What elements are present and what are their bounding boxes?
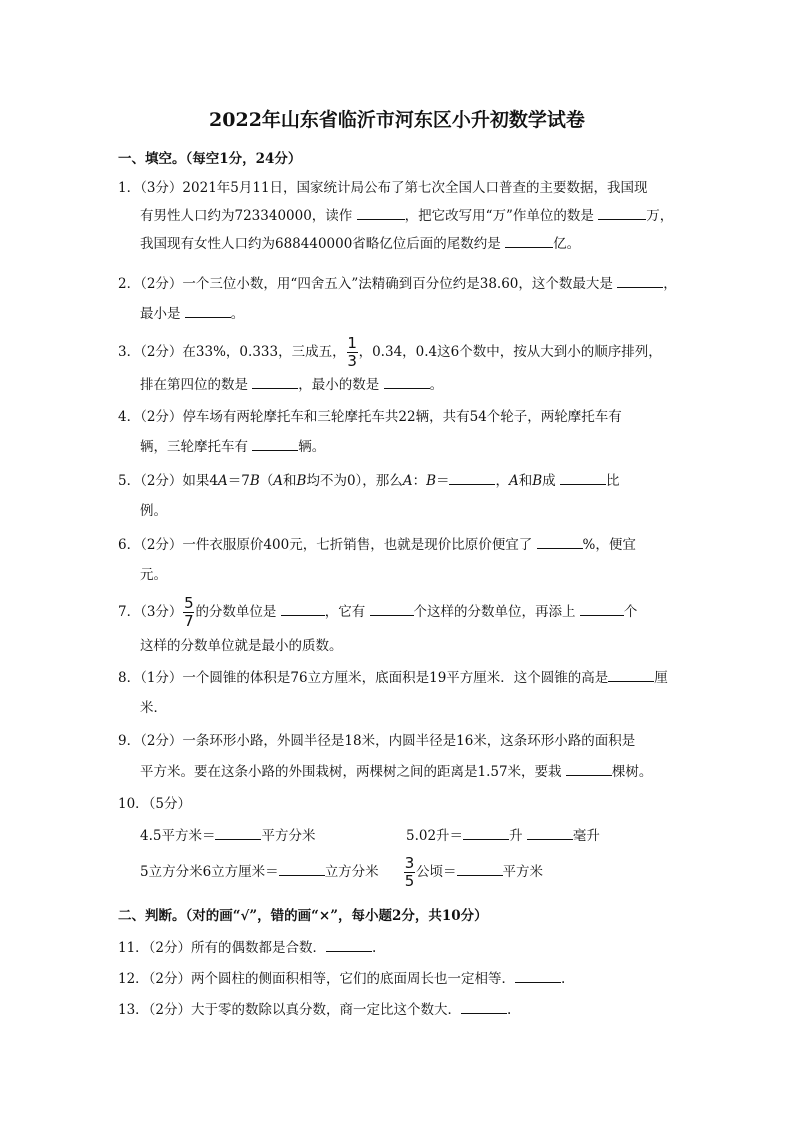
question-6-blank-1[interactable] (537, 535, 583, 549)
var-b: B (532, 473, 543, 489)
question-4-blank-1[interactable] (252, 437, 298, 451)
question-10-blank-3[interactable] (527, 826, 573, 840)
question-10-text-e: 毫升 (572, 828, 600, 844)
question-11-text: 11．（2分）所有的偶数都是合数． (118, 940, 327, 956)
question-5-line-1 (118, 469, 619, 489)
question-6-text-b: %，便宜 (582, 537, 636, 553)
question-1-blank-3[interactable] (505, 234, 553, 248)
question-10-text-g: 立方分米 (324, 864, 379, 880)
question-4-text-b: 辆。 (298, 439, 326, 455)
fraction-three-fifths (404, 856, 415, 889)
var-b: B (249, 473, 260, 489)
question-5-text-k: 比 (605, 473, 620, 489)
question-10-text-f: 5立方分米6立方厘米＝ (140, 864, 279, 880)
var-a: A (273, 473, 284, 489)
question-10-text-d: 升 (509, 828, 523, 844)
question-3-text-e: 。 (429, 377, 444, 393)
question-2-text-d: 。 (230, 306, 245, 322)
question-6-line-2: 元。 (140, 567, 167, 583)
question-5-text-c: （ (259, 473, 274, 489)
question-3-blank-1[interactable] (252, 375, 298, 389)
question-1-text-d: 我国现有女性人口约为688440000省略亿位后面的尾数约是 (140, 236, 501, 252)
question-4-line-2 (140, 435, 325, 455)
fraction-one-third (347, 336, 358, 369)
question-5-text-d: 和 (283, 473, 297, 489)
question-11-blank[interactable] (326, 938, 372, 952)
question-5-text-b: ＝7 (227, 473, 250, 489)
question-11-period: . (372, 940, 377, 956)
question-1-blank-1[interactable] (357, 206, 405, 220)
question-10-blank-5[interactable] (457, 862, 503, 876)
fraction-numerator: 3 (404, 854, 415, 872)
fraction-numerator: 1 (347, 334, 357, 352)
question-3-text-a: 3．（2分）在33%，0.333，三成五， (118, 344, 346, 360)
question-8-text-a: 8．（1分）一个圆锥的体积是76立方厘米，底面积是19平方厘米．这个圆锥的高是 (118, 670, 609, 686)
question-13-period: . (507, 1002, 512, 1018)
question-7-text-c: ，它有 (324, 604, 366, 620)
question-5-text-h: ， (495, 473, 509, 489)
question-1-text-e: 亿。 (553, 236, 581, 252)
question-8-text-b: 厘 (654, 670, 668, 686)
question-1-text-b: ，把它改写用“万”作单位的数是 (404, 208, 594, 224)
question-3-text-b: ，0.34，0.4这6个数中，按从大到小的顺序排列， (358, 344, 662, 360)
question-7-text-b: 的分数单位是 (195, 604, 277, 620)
question-8-line-2: 米． (140, 700, 167, 716)
question-7-text-d: 个这样的分数单位，再添上 (413, 604, 576, 620)
question-9-line-2 (140, 760, 652, 780)
question-10-text-h: 公顷＝ (416, 864, 457, 880)
question-10-item-1 (140, 824, 315, 844)
question-7-line-2: 这样的分数单位就是最小的质数。 (140, 638, 343, 654)
question-8-blank-1[interactable] (608, 668, 654, 682)
question-8-line-1 (118, 666, 668, 686)
question-10-blank-4[interactable] (279, 862, 325, 876)
question-10-blank-2[interactable] (463, 826, 509, 840)
question-5-text-g: ＝ (435, 473, 450, 489)
question-1-text-c: 万， (646, 208, 674, 224)
question-5-blank-1[interactable] (449, 471, 495, 485)
question-2-line-2 (140, 302, 244, 322)
question-10-item-4 (403, 856, 543, 889)
question-6-line-1 (118, 533, 636, 553)
question-2-text-b: ， (663, 276, 677, 292)
question-5-text-a: 5．（2分）如果4 (118, 473, 219, 489)
question-12-period: . (561, 971, 566, 987)
question-7-blank-2[interactable] (370, 602, 414, 616)
question-11 (118, 936, 376, 956)
question-7-blank-1[interactable] (281, 602, 325, 616)
question-5-line-2: 例。 (140, 503, 167, 519)
fraction-denominator: 3 (347, 352, 357, 370)
question-2-blank-2[interactable] (185, 304, 231, 318)
question-1-text-a: 有男性人口约为723340000，读作 (140, 208, 353, 224)
question-5-text-j: 成 (542, 473, 556, 489)
question-5-text-i: 和 (518, 473, 533, 489)
question-10-text-a: 4.5平方米＝ (140, 828, 216, 844)
question-9-text-b: 棵树。 (611, 764, 653, 780)
var-b: B (296, 473, 307, 489)
question-10-text-c: 5.02升＝ (406, 828, 464, 844)
question-4-line-1: 4．（2分）停车场有两轮摩托车和三轮摩托车共22辆，共有54个轮子，两轮摩托车有 (118, 409, 622, 425)
fraction-denominator: 5 (404, 872, 415, 890)
question-1-line-2 (140, 204, 673, 224)
question-9-text-a: 平方米。要在这条小路的外围栽树，两棵树之间的距离是1.57米，要栽 (140, 764, 562, 780)
question-3-blank-2[interactable] (384, 375, 430, 389)
fraction-five-sevenths (183, 596, 194, 629)
question-5-blank-2[interactable] (560, 471, 606, 485)
question-5-text-f: ： (412, 473, 427, 489)
question-3-line-2 (140, 373, 443, 393)
question-10-blank-1[interactable] (215, 826, 261, 840)
question-2-line-1 (118, 272, 677, 292)
question-10-item-3 (140, 860, 379, 880)
question-1-line-3 (140, 232, 580, 252)
question-9-blank-1[interactable] (566, 762, 612, 776)
question-10-header: 10．（5分） (118, 796, 192, 812)
question-7-blank-3[interactable] (580, 602, 624, 616)
var-a: A (218, 473, 228, 489)
question-13 (118, 998, 511, 1018)
question-3-text-c: 排在第四位的数是 (140, 377, 248, 393)
question-12 (118, 967, 565, 987)
question-4-text-a: 辆，三轮摩托车有 (140, 439, 248, 455)
question-12-text: 12．（2分）两个圆柱的侧面积相等，它们的底面周长也一定相等． (118, 971, 516, 987)
question-10-text-i: 平方米 (502, 864, 543, 880)
question-1-line-1: 1．（3分）2021年5月11日，国家统计局公布了第七次全国人口普查的主要数据，我国现 (118, 180, 648, 196)
question-3-text-d: ，最小的数是 (298, 377, 380, 393)
var-a: A (508, 473, 519, 489)
question-10-item-2 (406, 824, 600, 844)
question-2-text-c: 最小是 (140, 306, 181, 322)
question-1-blank-2[interactable] (598, 206, 646, 220)
question-13-text: 13．（2分）大于零的数除以真分数，商一定比这个数大． (118, 1002, 462, 1018)
fraction-numerator: 5 (184, 594, 194, 612)
page-title: 2022年山东省临沂市河东区小升初数学试卷 (209, 109, 585, 131)
question-7-line-1 (118, 596, 637, 629)
question-9-line-1: 9．（2分）一条环形小路，外圆半径是18米，内圆半径是16米，这条环形小路的面积是 (118, 733, 636, 749)
section-heading-true-false: 二、判断。（对的画“√”，错的画“×”，每小题2分，共10分） (118, 908, 488, 924)
question-7-text-a: 7．（3分） (118, 604, 183, 620)
var-a: A (402, 473, 413, 489)
fraction-denominator: 7 (184, 612, 194, 630)
question-13-blank[interactable] (461, 1000, 507, 1014)
question-2-blank-1[interactable] (617, 274, 663, 288)
question-7-text-e: 个 (623, 604, 638, 620)
question-5-text-e: 均不为0），那么 (306, 473, 403, 489)
var-b: B (426, 473, 436, 489)
question-12-blank[interactable] (515, 969, 561, 983)
question-6-text-a: 6．（2分）一件衣服原价400元，七折销售，也就是现价比原价便宜了 (118, 537, 533, 553)
question-2-text-a: 2．（2分）一个三位小数，用“四舍五入”法精确到百分位约是38.60，这个数最大是 (118, 276, 613, 292)
section-heading-fill-in: 一、填空。（每空1分，24分） (118, 151, 302, 167)
question-3-line-1 (118, 336, 662, 369)
question-10-text-b: 平方分米 (261, 828, 316, 844)
